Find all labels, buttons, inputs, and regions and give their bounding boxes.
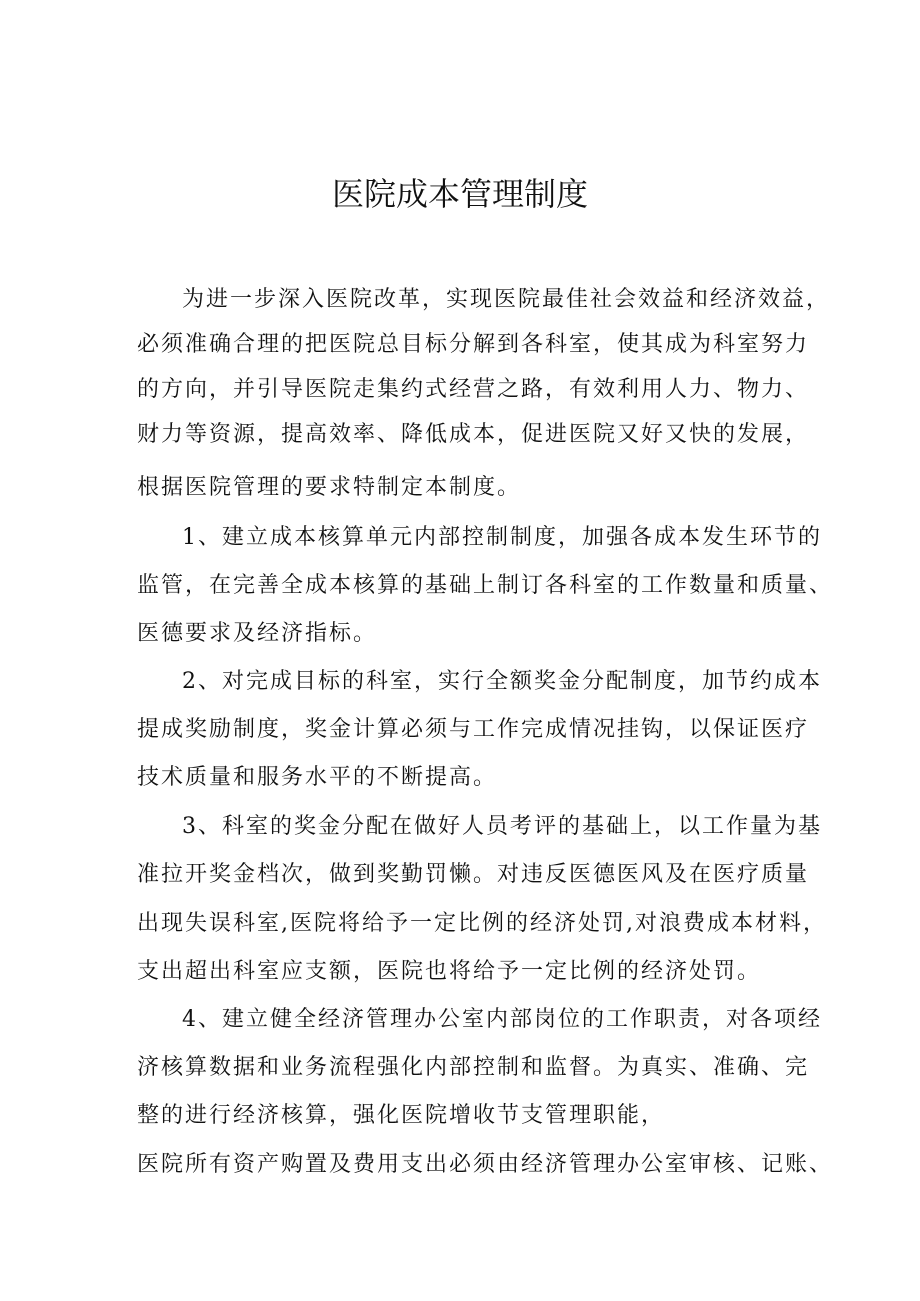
paragraph-line: 监管，在完善全成本核算的基础上制订各科室的工作数量和质量、 xyxy=(137,573,834,598)
paragraph-line: 整的进行经济核算，强化医院增收节支管理职能， xyxy=(137,1103,666,1128)
paragraph-line: 3、科室的奖金分配在做好人员考评的基础上，以工作量为基 xyxy=(182,814,822,839)
paragraph-line: 准拉开奖金档次，做到奖勤罚懒。对违反医德医风及在医疗质量 xyxy=(137,862,810,887)
paragraph-line: 医德要求及经济指标。 xyxy=(137,621,378,646)
paragraph-line: 2、对完成目标的科室，实行全额奖金分配制度，加节约成本 xyxy=(182,669,822,694)
paragraph-line: 的方向，并引导医院走集约式经营之路，有效利用人力、物力、 xyxy=(137,377,810,402)
paragraph-line: 出现失误科室,医院将给予一定比例的经济处罚,对浪费成本材料， xyxy=(137,911,827,936)
paragraph-line: 支出超出科室应支额，医院也将给予一定比例的经济处罚。 xyxy=(137,959,762,984)
paragraph-line: 1、建立成本核算单元内部控制制度，加强各成本发生环节的 xyxy=(182,525,822,550)
paragraph-line: 4、建立健全经济管理办公室内部岗位的工作职责，对各项经 xyxy=(182,1007,822,1032)
paragraph-line: 财力等资源，提高效率、降低成本，促进医院又好又快的发展， xyxy=(137,422,810,447)
paragraph-line: 济核算数据和业务流程强化内部控制和监督。为真实、准确、完 xyxy=(137,1055,810,1080)
paragraph-line: 为进一步深入医院改革，实现医院最佳社会效益和经济效益， xyxy=(182,287,831,312)
paragraph-line: 提成奖励制度，奖金计算必须与工作完成情况挂钩，以保证医疗 xyxy=(137,717,810,742)
paragraph-line: 根据医院管理的要求特制定本制度。 xyxy=(137,475,522,500)
document-title: 医院成本管理制度 xyxy=(331,175,588,213)
paragraph-line: 技术质量和服务水平的不断提高。 xyxy=(137,765,498,790)
paragraph-line: 必须准确合理的把医院总目标分解到各科室，使其成为科室努力 xyxy=(137,332,810,357)
paragraph-line: 医院所有资产购置及费用支出必须由经济管理办公室审核、记账、 xyxy=(137,1152,834,1177)
